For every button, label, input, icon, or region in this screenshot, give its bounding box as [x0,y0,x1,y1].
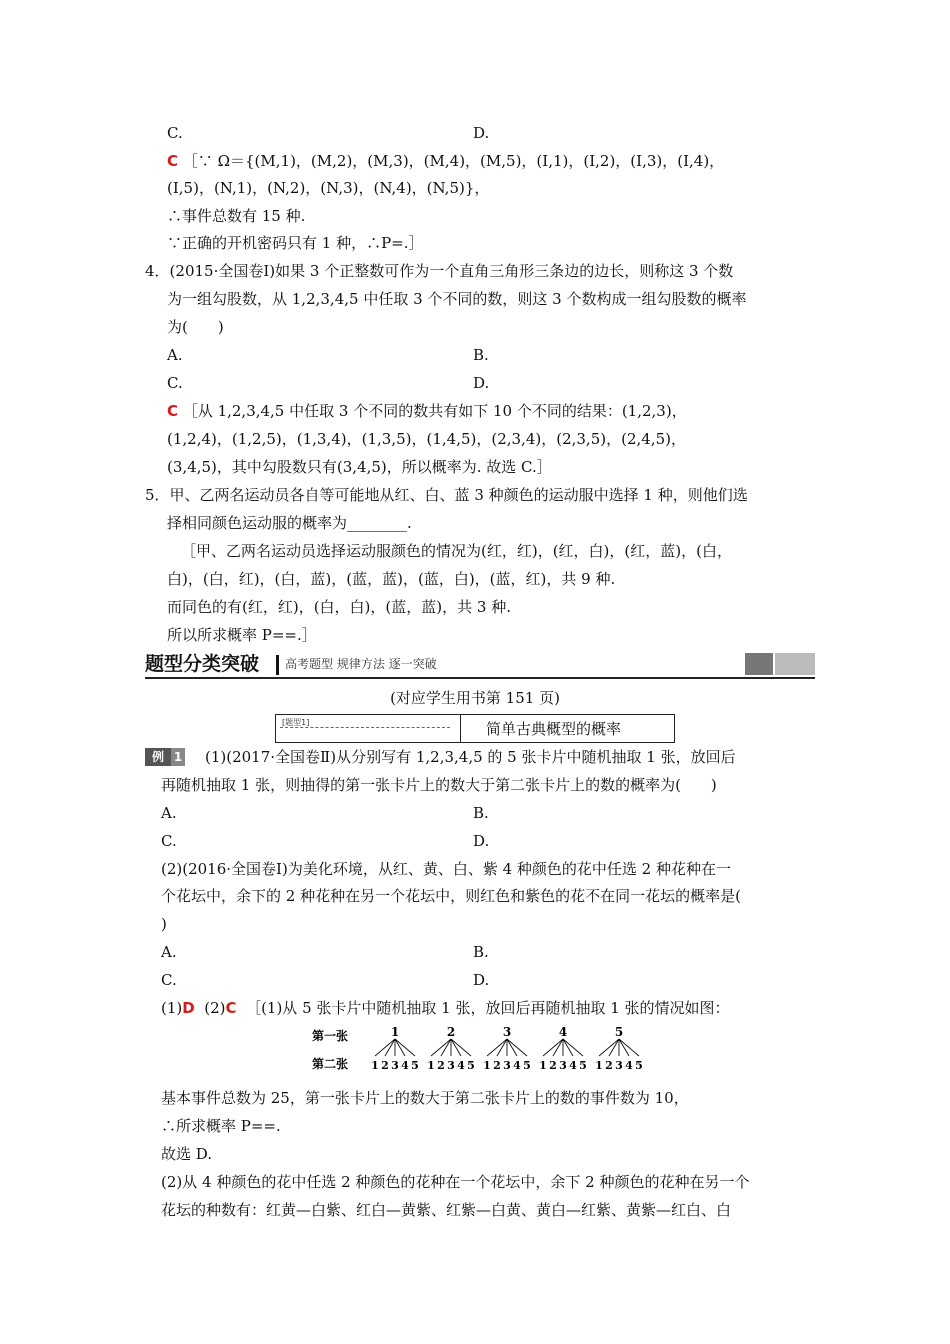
q4-stem-line1: 4．(2015·全国卷Ⅰ)如果 3 个正整数可作为一个直角三角形三条边的边长，则称这 3 个数 [145,262,734,280]
tree-row2-label: 第二张 [312,1057,349,1071]
q3-option-c: C. [167,124,183,142]
example1-part2-line1: (2)(2016·全国卷Ⅰ)为美化环境，从红、黄、白、紫 4 种颜色的花中任选 2 种花种在一 [161,860,731,878]
tree-first-node: 3 [502,1025,512,1039]
example1-part2-line3: ) [161,915,167,933]
tree-branch [619,1039,639,1056]
q5-solution-line3: 而同色的有(红，红)，(白，白)，(蓝，蓝)，共 3 种. [167,598,511,616]
tree-branch [543,1039,563,1056]
tree-groups [371,1025,643,1072]
example1-part2-option-a: A. [161,943,177,961]
tree-second-node: 4 [457,1059,465,1072]
tree-second-node: 4 [401,1059,409,1072]
q4-solution-line2: (1,2,4)，(1,2,5)，(1,3,4)，(1,3,5)，(1,4,5)，(2,3,4)，(2,3,5)，(2,4,5)， [167,430,686,448]
example1-solution-line3: ∴所求概率 P==. [161,1117,281,1135]
example1-solution-line4: 故选 D. [161,1145,213,1163]
tree-first-node: 5 [614,1025,624,1039]
tree-first-node: 2 [446,1025,456,1039]
tree-branch [507,1039,517,1056]
q5-stem-line2: 择相同颜色运动服的概率为________. [167,514,412,532]
tree-branch [395,1039,405,1056]
tree-branch [599,1039,619,1056]
q3-solution-line3: ∴事件总数有 15 种. [167,207,306,225]
q4-solution-line1 [167,401,687,421]
tree-second-node: 2 [437,1059,445,1072]
question-type-box [275,714,675,743]
banner-rule [145,677,815,679]
question-type-dashed-line [280,727,450,728]
example1-part1-option-b: B. [473,804,489,822]
tree-second-node: 5 [523,1059,531,1072]
tree-second-node: 5 [411,1059,419,1072]
q3-solution-line2: (I,5)，(N,1)，(N,2)，(N,3)，(N,4)，(N,5)}， [167,179,490,197]
tree-second-node: 2 [381,1059,389,1072]
tree-branch [441,1039,451,1056]
banner-dark-block [745,653,773,675]
question-type-title: 简单古典概型的概率 [486,720,622,738]
example1-solution-intro: ［(1)从 5 张卡片中随机抽取 1 张，放回后再随机抽取 1 张的情况如图： [246,999,730,1017]
example1-part1-option-a: A. [161,804,177,822]
tree-second-node: 1 [595,1059,603,1072]
tree-second-node: 3 [503,1059,511,1072]
tree-second-node: 3 [559,1059,567,1072]
tree-branch [497,1039,507,1056]
example1-solution-line2: 基本事件总数为 25，第一张卡片上的数大于第二张卡片上的数的事件数为 10， [161,1089,689,1107]
q5-solution-line2: 白)，(白，红)，(白，蓝)，(蓝，蓝)，(蓝，白)，(蓝，红)，共 9 种. [167,570,616,588]
tree-branch [507,1039,527,1056]
q4-stem-line2: 为一组勾股数，从 1,2,3,4,5 中任取 3 个不同的数，则这 3 个数构成一组勾股数的概率 [167,290,747,308]
tree-first-node: 1 [390,1025,400,1039]
q4-answer-letter: C [167,402,179,420]
example1-part2-line2: 个花坛中，余下的 2 种花种在另一个花坛中，则红色和紫色的花不在同一花坛的概率是( [161,887,741,905]
example1-part2-option-c: C. [161,971,177,989]
example1-answer-line [161,998,730,1018]
example-label [145,748,187,766]
example1-answer1-letter: D [182,999,195,1017]
example-label-number: 1 [171,748,185,766]
tree-second-node: 1 [483,1059,491,1072]
tree-branch [395,1039,415,1056]
example1-part1-option-d: D. [473,832,490,850]
section-divider [276,655,279,675]
example-label-text: 例 [145,748,171,766]
tree-second-node: 2 [493,1059,501,1072]
example1-solution-line6: 花坛的种数有：红黄—白紫、红白—黄紫、红紫—白黄、黄白—红紫、黄紫—红白、白 [161,1201,732,1219]
q5-solution-line1: ［甲、乙两名运动员选择运动服颜色的情况为(红，红)，(红，白)，(红，蓝)，(白， [181,542,732,560]
tree-second-node: 3 [391,1059,399,1072]
tree-second-node: 4 [625,1059,633,1072]
question-type-tag: [题型1] [282,718,310,727]
tree-row1-label: 第一张 [312,1029,349,1043]
example1-part1-option-c: C. [161,832,177,850]
q4-option-b: B. [473,346,489,364]
tree-branch [609,1039,619,1056]
tree-second-node: 3 [447,1059,455,1072]
example1-part2-option-d: D. [473,971,490,989]
q4-stem-line3: 为( ) [167,318,224,336]
banner-light-block [775,653,815,675]
tree-second-node: 5 [635,1059,643,1072]
tree-branch [563,1039,583,1056]
q4-option-a: A. [167,346,183,364]
example1-part2-option-b: B. [473,943,489,961]
q4-solution-text: ［从 1,2,3,4,5 中任取 3 个不同的数共有如下 10 个不同的结果：(1,2,3)， [182,402,687,420]
tree-branch [619,1039,629,1056]
tree-second-node: 1 [539,1059,547,1072]
q5-stem-line1: 5．甲、乙两名运动员各自等可能地从红、白、蓝 3 种颜色的运动服中选择 1 种，则他们选 [145,486,748,504]
section-subtitle: 高考题型 规律方法 逐一突破 [285,657,437,671]
q4-solution-line3: (3,4,5)，其中勾股数只有(3,4,5)，所以概率为. 故选 C.］ [167,458,552,476]
example1-part1-line2: 再随机抽取 1 张，则抽得的第一张卡片上的数大于第二张卡片上的数的概率为( ) [161,776,717,794]
q3-solution-text: ［∵ Ω＝{(M,1)，(M,2)，(M,3)，(M,4)，(M,5)，(I,1)，(I,2)，(I,3)，(I,4)， [182,152,725,170]
tree-second-node: 1 [371,1059,379,1072]
q4-option-c: C. [167,374,183,392]
q3-option-d: D. [473,124,490,142]
example1-solution-line5: (2)从 4 种颜色的花中任选 2 种颜色的花种在一个花坛中，余下 2 种颜色的花种在另一个 [161,1173,750,1191]
tree-second-node: 5 [467,1059,475,1072]
section-title: 题型分类突破 [145,653,260,675]
tree-second-node: 2 [605,1059,613,1072]
tree-second-node: 4 [513,1059,521,1072]
example1-answer2-prefix: (2) [204,999,226,1017]
tree-second-node: 4 [569,1059,577,1072]
example1-answer2-letter: C [225,999,237,1017]
q3-answer-letter: C [167,152,179,170]
tree-first-node: 4 [558,1025,568,1039]
tree-branch [375,1039,395,1056]
q5-solution-line4: 所以所求概率 P==.］ [167,626,317,644]
tree-second-node: 1 [427,1059,435,1072]
section-page-reference: (对应学生用书第 151 页) [390,689,560,707]
tree-branch [451,1039,461,1056]
tree-branch [563,1039,573,1056]
q4-option-d: D. [473,374,490,392]
question-type-tag-cell [276,715,461,742]
tree-branch [487,1039,507,1056]
tree-second-node: 3 [615,1059,623,1072]
q3-solution-line4: ∵正确的开机密码只有 1 种，∴P=.］ [167,234,424,252]
tree-second-node: 2 [549,1059,557,1072]
example1-part1-line1: (1)(2017·全国卷Ⅱ)从分别写有 1,2,3,4,5 的 5 张卡片中随机抽取 1 张，放回后 [205,748,736,766]
tree-branch [451,1039,471,1056]
tree-second-node: 5 [579,1059,587,1072]
draw-tree-diagram [300,1022,660,1078]
tree-branch [553,1039,563,1056]
q3-solution-line1 [167,151,724,171]
example1-answer1-prefix: (1) [161,999,183,1017]
tree-branch [385,1039,395,1056]
tree-branch [431,1039,451,1056]
section-banner [145,651,815,678]
